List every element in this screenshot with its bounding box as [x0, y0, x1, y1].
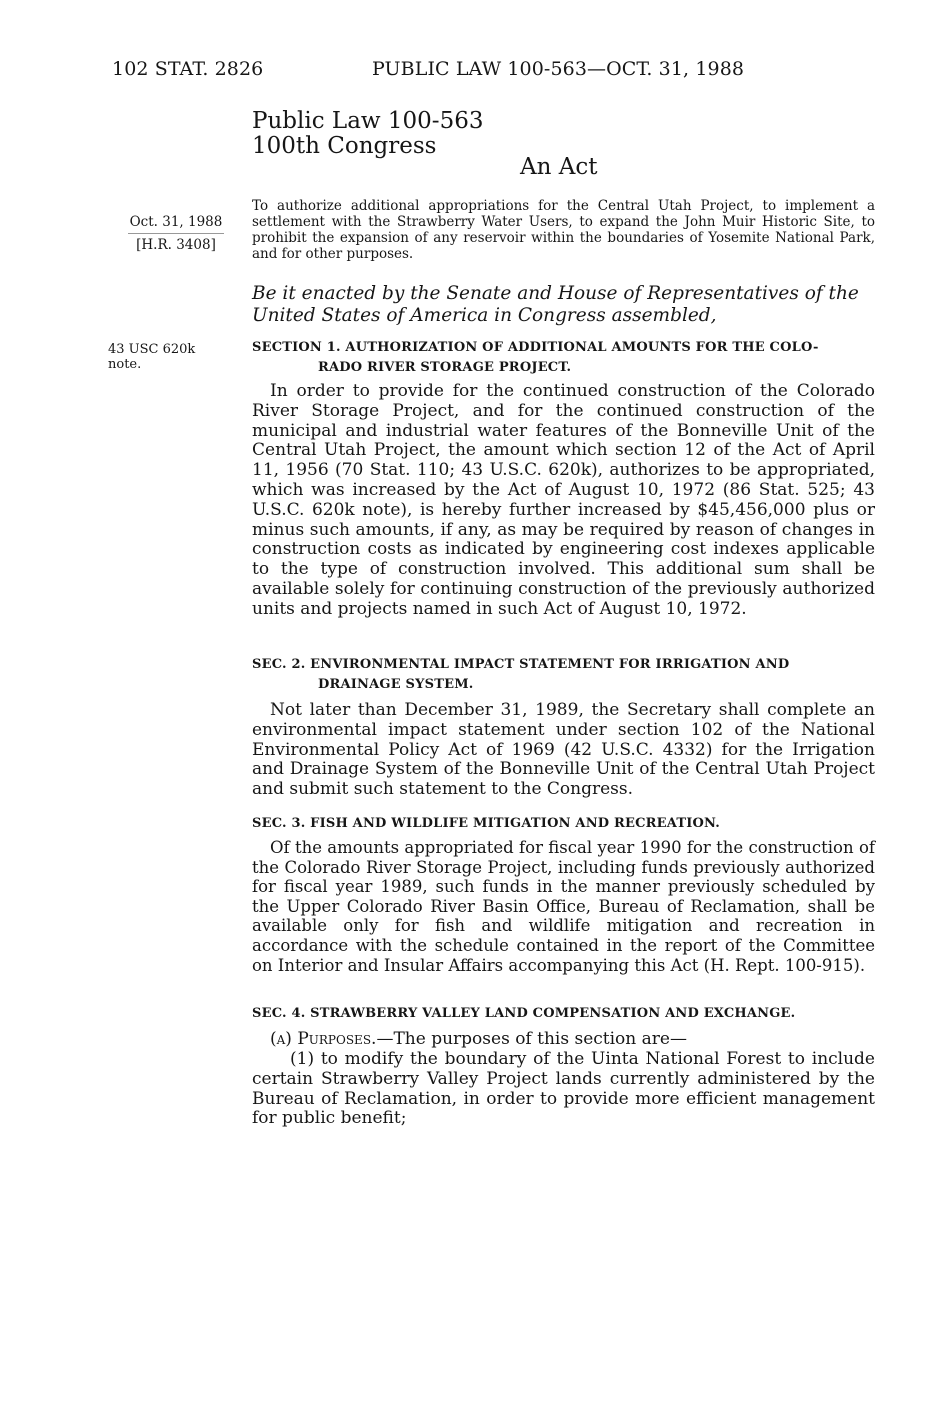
law-number: Public Law 100-563 — [252, 108, 484, 134]
section-2-heading-line-2: DRAINAGE SYSTEM. — [318, 677, 474, 692]
section-1-heading-line-1: SECTION 1. AUTHORIZATION OF ADDITIONAL AMOUNTS FOR THE COLO- — [252, 340, 819, 355]
section-4-item-1: (1) to modify the boundary of the Uinta National Forest to include certain Strawberry Valley Project lands currently administered by the Bureau of Reclamation, in order to provide more efficient management for public benefit; — [252, 1049, 875, 1129]
section-4-heading — [252, 1004, 875, 1024]
section-2-heading-line-1: SEC. 2. ENVIRONMENTAL IMPACT STATEMENT FOR IRRIGATION AND — [252, 657, 790, 672]
margin-date-block — [120, 212, 232, 255]
enacting-clause: Be it enacted by the Senate and House of Representatives of the United States of America in Congress assembled, — [252, 283, 859, 326]
section-3-heading-line-1: SEC. 3. FISH AND WILDLIFE MITIGATION AND RECREATION. — [252, 816, 720, 831]
subsection-a-label: (a) Purposes. — [270, 1029, 377, 1049]
section-4-heading-line-1: SEC. 4. STRAWBERRY VALLEY LAND COMPENSATION AND EXCHANGE. — [252, 1006, 796, 1021]
section-3-text: Of the amounts appropriated for fiscal year 1990 for the construction of the Colorado River Storage Project, including funds previously authorized for fiscal year 1989, such funds in the manner previously scheduled by the Upper Colorado River Basin Office, Bureau of Reclamation, shall be available only for fish and wildlife mitigation and recreation in accordance with the schedule contained in the report of the Committee on Interior and Insular Affairs accompanying this Act (H. Rept. 100-915). — [252, 838, 875, 975]
running-title: PUBLIC LAW 100-563—OCT. 31, 1988 — [372, 58, 745, 80]
section-2-heading — [252, 655, 875, 695]
margin-date: Oct. 31, 1988 — [129, 214, 223, 230]
section-1-text: In order to provide for the continued construction of the Colorado River Storage Project, and for the continued construction of the municipal and industrial water features of the Bonneville Unit of the Central Utah Project, the amount which section 12 of the Act of April 11, 1956 (70 Stat. 110; 43 U.S.C. 620k), authorizes to be appropriated, which was increased by the Act of August 10, 1972 (86 Stat. 525; 43 U.S.C. 620k note), is hereby further increased by $45,456,000 plus or minus such amounts, if any, as may be required by reason of changes in construction costs as indicated by engineering cost indexes applicable to the type of construction involved. This additional sum shall be available solely for continuing construction of the previously authorized units and projects named in such Act of August 10, 1972. — [252, 381, 875, 619]
section-2-text: Not later than December 31, 1989, the Secretary shall complete an environmental impact statement under section 102 of the National Environmental Policy Act of 1969 (42 U.S.C. 4332) for the Irrigation and Drainage System of the Bonneville Unit of the Central Utah Project and submit such statement to the Congress. — [252, 700, 875, 800]
purpose-clause: To authorize additional appropriations for the Central Utah Project, to implement a settlement with the Strawberry Water Users, to expand the John Muir Historic Site, to prohibit the expansion of any reservoir within the boundaries of Yosemite National Park, and for other purposes. — [252, 198, 875, 262]
margin-usc-note-label: note. — [108, 357, 142, 372]
section-1-heading — [252, 338, 875, 378]
margin-usc-citation: 43 USC 620k — [108, 342, 196, 357]
congress-number: 100th Congress — [252, 133, 437, 159]
margin-divider — [128, 233, 224, 234]
act-title: An Act — [520, 154, 598, 180]
section-4-subsection-a — [252, 1030, 875, 1050]
section-1-heading-line-2: RADO RIVER STORAGE PROJECT. — [318, 360, 572, 375]
subsection-a-text: —The purposes of this section are— — [376, 1029, 687, 1049]
page-stat-number: 102 STAT. 2826 — [112, 58, 264, 80]
section-3-heading — [252, 814, 875, 834]
margin-usc-note — [108, 342, 228, 372]
margin-bill-number: [H.R. 3408] — [136, 237, 216, 253]
